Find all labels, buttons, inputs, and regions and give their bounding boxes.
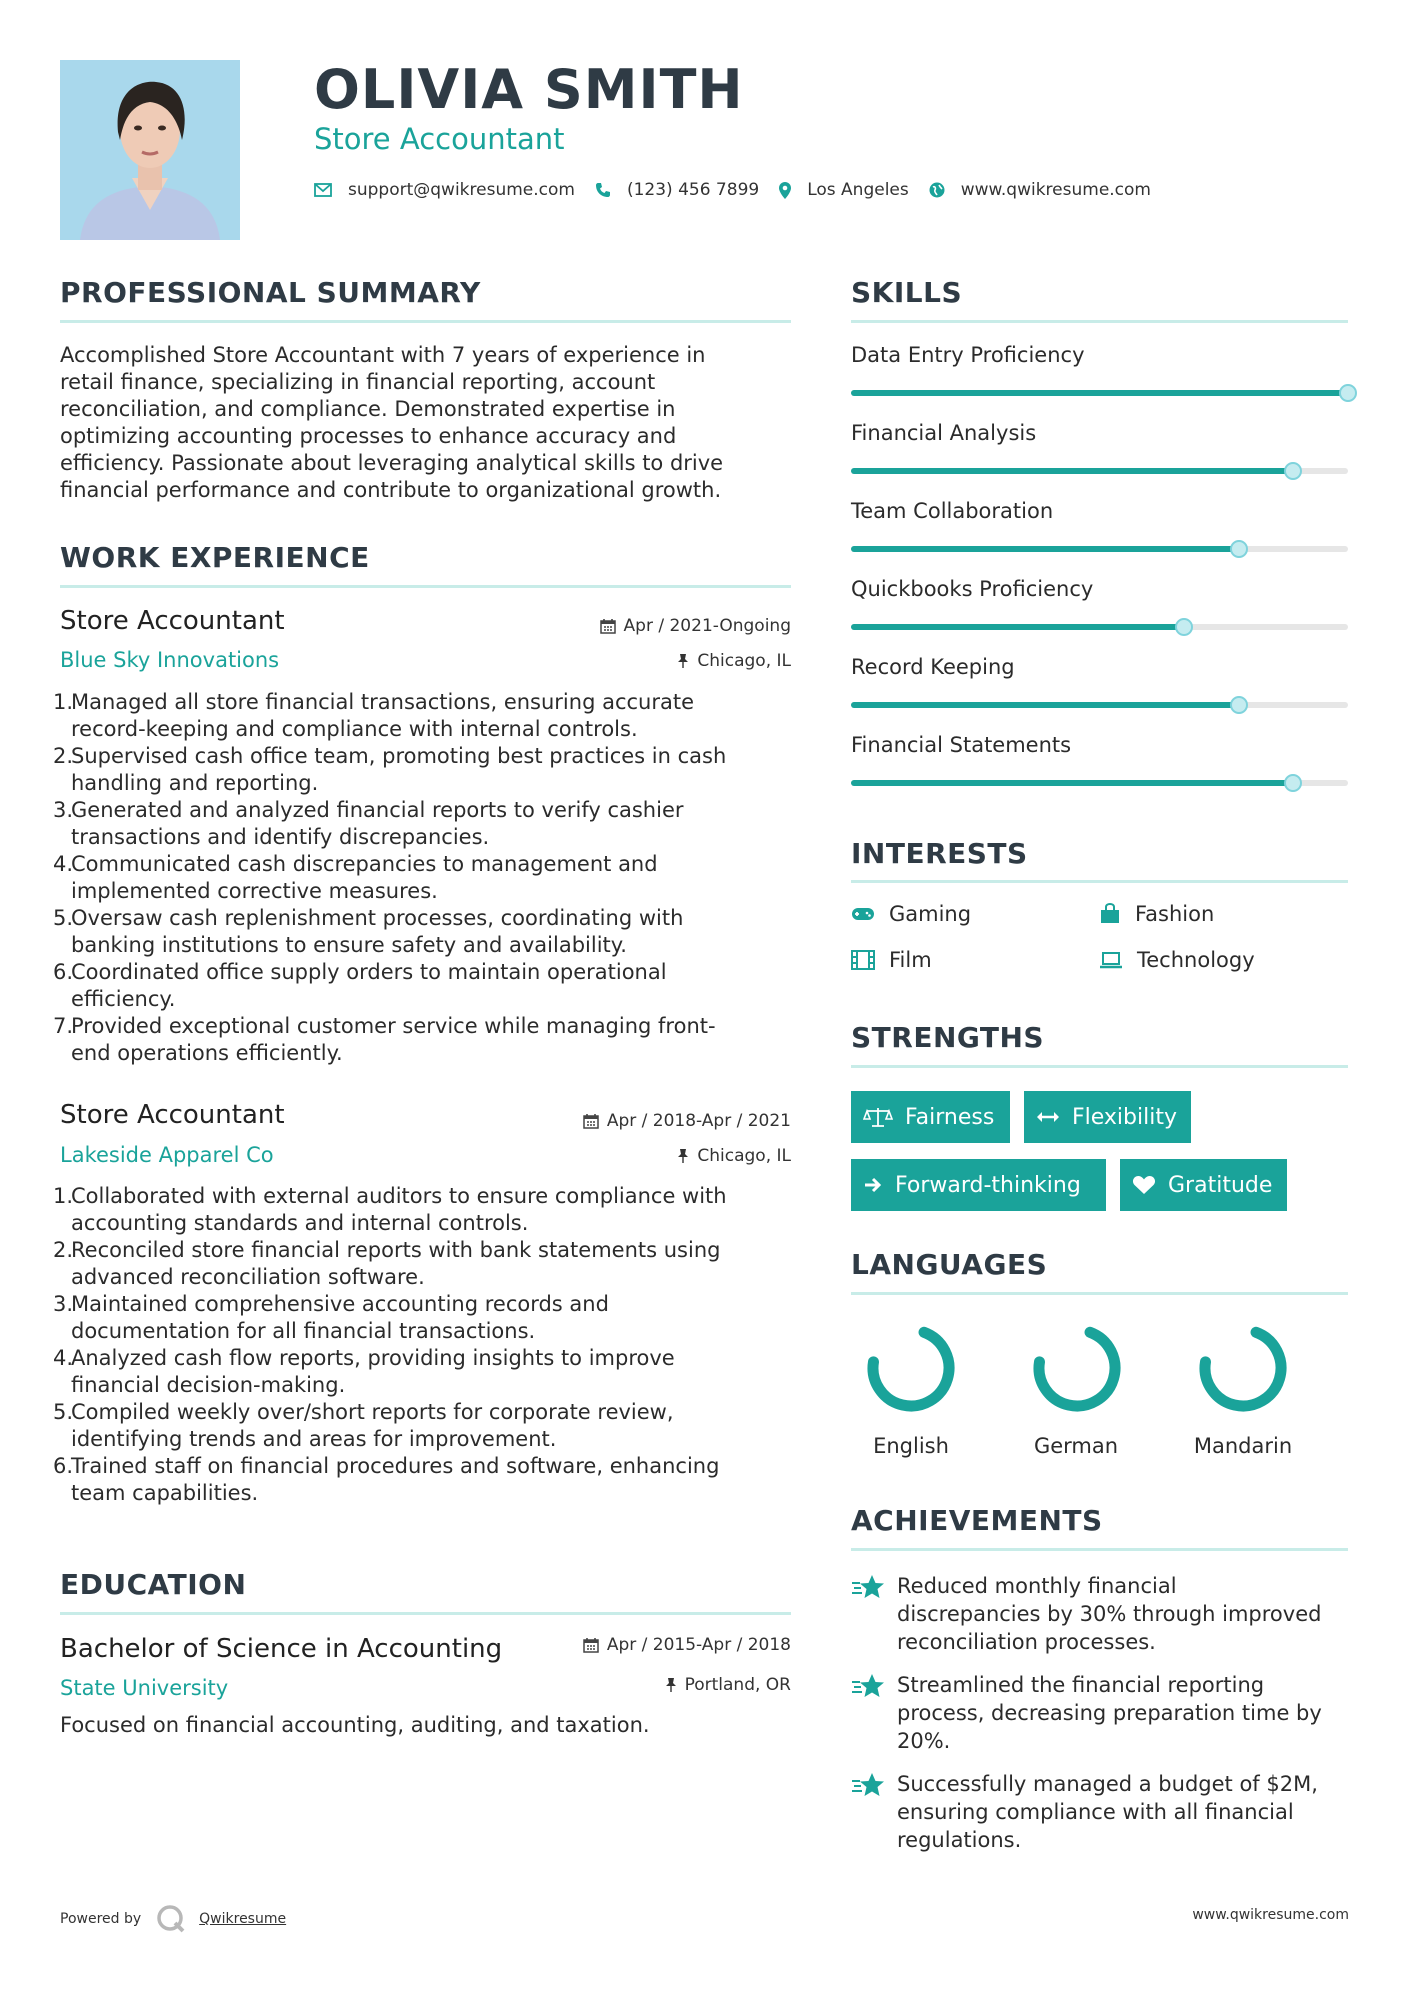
skill-bar bbox=[851, 702, 1348, 708]
bullet-number: 7. bbox=[53, 1014, 74, 1038]
contact-email-text: support@qwikresume.com bbox=[348, 180, 575, 200]
school-name: State University bbox=[60, 1676, 229, 1700]
contact-email[interactable] bbox=[314, 180, 575, 200]
job-location bbox=[677, 651, 791, 671]
calendar-icon bbox=[600, 618, 616, 634]
skill-bar-fill bbox=[851, 390, 1348, 396]
achievement-line: Reduced monthly financial bbox=[897, 1574, 1177, 1598]
bullet-number: 5. bbox=[53, 906, 74, 930]
bullet-line: efficiency. bbox=[71, 987, 176, 1011]
skill-bar bbox=[851, 546, 1348, 552]
language-gauge bbox=[1188, 1318, 1298, 1418]
bullet-line: transactions and identify discrepancies. bbox=[71, 825, 490, 849]
star-icon bbox=[851, 1772, 885, 1798]
skill-bar-knob bbox=[1339, 384, 1357, 402]
arrows-horizontal-icon bbox=[1036, 1110, 1060, 1124]
achievements-rule bbox=[851, 1548, 1348, 1551]
achievement-line: regulations. bbox=[897, 1828, 1022, 1852]
phone-icon bbox=[595, 182, 611, 198]
skills-rule bbox=[851, 320, 1348, 323]
education-dates-text: Apr / 2015-Apr / 2018 bbox=[606, 1635, 791, 1655]
job-dates bbox=[583, 1111, 791, 1131]
list-item bbox=[53, 1237, 803, 1291]
strength-tag bbox=[1120, 1159, 1287, 1211]
bullet-line: identifying trends and areas for improvement. bbox=[71, 1427, 557, 1451]
education-location-text: Portland, OR bbox=[684, 1675, 791, 1695]
bullet-line: Managed all store financial transactions, ensuring accurate bbox=[71, 690, 695, 714]
skill-bar-fill bbox=[851, 468, 1293, 474]
achievement-item bbox=[851, 1671, 1351, 1755]
globe-icon bbox=[929, 182, 945, 198]
envelope-icon bbox=[314, 183, 332, 197]
skill-bar-fill bbox=[851, 624, 1184, 630]
skill-bar bbox=[851, 468, 1348, 474]
language-gauge bbox=[856, 1318, 966, 1418]
skill-label: Financial Analysis bbox=[851, 421, 1037, 445]
strength-tag bbox=[851, 1159, 1106, 1211]
interests-heading: INTERESTS bbox=[851, 837, 1028, 870]
language-label: English bbox=[873, 1434, 949, 1458]
list-item bbox=[53, 797, 803, 851]
skill-bar-knob bbox=[1284, 774, 1302, 792]
languages-heading: LANGUAGES bbox=[851, 1248, 1048, 1281]
summary-line: reconciliation, and compliance. Demonstrated expertise in bbox=[60, 397, 676, 421]
summary-line: financial performance and contribute to organizational growth. bbox=[60, 478, 722, 502]
skill-bar-knob bbox=[1230, 540, 1248, 558]
strength-label: Forward-thinking bbox=[895, 1172, 1081, 1198]
contact-location-text: Los Angeles bbox=[807, 180, 909, 200]
bullet-line: record-keeping and compliance with internal controls. bbox=[71, 717, 638, 741]
education-location bbox=[665, 1675, 791, 1695]
interest-item bbox=[851, 902, 971, 926]
bullet-number: 2. bbox=[53, 1238, 74, 1262]
arrow-right-icon bbox=[863, 1176, 883, 1194]
bullet-line: Compiled weekly over/short reports for corporate review, bbox=[71, 1400, 674, 1424]
contact-website[interactable] bbox=[929, 180, 1151, 200]
language-gauge bbox=[1022, 1318, 1132, 1418]
job-title: Store Accountant bbox=[60, 606, 285, 636]
bullet-line: handling and reporting. bbox=[71, 771, 319, 795]
bullet-line: Maintained comprehensive accounting records and bbox=[71, 1292, 609, 1316]
list-item bbox=[53, 743, 803, 797]
skill-bar bbox=[851, 780, 1348, 786]
skill-bar-knob bbox=[1230, 696, 1248, 714]
language-label: Mandarin bbox=[1193, 1434, 1293, 1458]
star-icon bbox=[851, 1673, 885, 1699]
languages-rule bbox=[851, 1292, 1348, 1295]
contact-phone-text: (123) 456 7899 bbox=[626, 180, 760, 200]
language-label: German bbox=[1033, 1434, 1119, 1458]
list-item bbox=[53, 1399, 803, 1453]
map-marker-icon bbox=[779, 182, 791, 199]
summary-line: efficiency. Passionate about leveraging analytical skills to drive bbox=[60, 451, 724, 475]
bullet-number: 5. bbox=[53, 1400, 74, 1424]
skill-bar-fill bbox=[851, 702, 1239, 708]
education-heading: EDUCATION bbox=[60, 1568, 247, 1601]
list-item bbox=[53, 1291, 803, 1345]
summary-heading: PROFESSIONAL SUMMARY bbox=[60, 276, 481, 309]
skill-label: Team Collaboration bbox=[851, 499, 1054, 523]
skill-bar-fill bbox=[851, 546, 1239, 552]
achievement-line: 20%. bbox=[897, 1729, 951, 1753]
list-item bbox=[53, 689, 803, 743]
summary-text bbox=[60, 342, 800, 504]
contact-location bbox=[779, 180, 909, 200]
contact-bar bbox=[314, 180, 1171, 200]
job-dates bbox=[600, 616, 791, 636]
interest-label: Film bbox=[889, 948, 932, 972]
interest-item bbox=[1099, 902, 1214, 926]
star-icon bbox=[851, 1574, 885, 1600]
footer-website-link[interactable]: www.qwikresume.com bbox=[1192, 1907, 1349, 1923]
interest-item bbox=[851, 948, 932, 972]
calendar-icon bbox=[583, 1637, 599, 1653]
education-rule bbox=[60, 1612, 791, 1615]
bullet-number: 4. bbox=[53, 852, 74, 876]
pin-icon bbox=[677, 1148, 689, 1164]
bullet-line: Analyzed cash flow reports, providing insights to improve bbox=[71, 1346, 675, 1370]
skill-bar bbox=[851, 390, 1348, 396]
candidate-name: OLIVIA SMITH bbox=[314, 58, 744, 121]
list-item bbox=[53, 1345, 803, 1399]
bullet-line: Coordinated office supply orders to maintain operational bbox=[71, 960, 667, 984]
bullet-line: Supervised cash office team, promoting best practices in cash bbox=[71, 744, 727, 768]
bullet-line: documentation for all financial transactions. bbox=[71, 1319, 536, 1343]
bullet-line: team capabilities. bbox=[71, 1481, 259, 1505]
skill-bar-knob bbox=[1175, 618, 1193, 636]
skill-label: Quickbooks Proficiency bbox=[851, 577, 1094, 601]
profile-photo bbox=[60, 60, 240, 240]
job-company: Lakeside Apparel Co bbox=[60, 1143, 274, 1167]
job-company: Blue Sky Innovations bbox=[60, 648, 280, 672]
strength-tag bbox=[1024, 1091, 1191, 1143]
calendar-icon bbox=[583, 1113, 599, 1129]
bullet-line: Collaborated with external auditors to ensure compliance with bbox=[71, 1184, 727, 1208]
bullet-line: Reconciled store financial reports with bank statements using bbox=[71, 1238, 721, 1262]
achievement-line: reconciliation processes. bbox=[897, 1630, 1156, 1654]
job-bullets bbox=[53, 689, 803, 1067]
bullet-number: 1. bbox=[53, 1184, 74, 1208]
summary-line: Accomplished Store Accountant with 7 years of experience in bbox=[60, 343, 706, 367]
skill-bar-knob bbox=[1284, 462, 1302, 480]
film-icon bbox=[851, 950, 875, 970]
bullet-number: 3. bbox=[53, 1292, 74, 1316]
bullet-number: 3. bbox=[53, 798, 74, 822]
contact-website-text: www.qwikresume.com bbox=[960, 180, 1151, 200]
bullet-number: 6. bbox=[53, 960, 74, 984]
summary-rule bbox=[60, 320, 791, 323]
bullet-line: implemented corrective measures. bbox=[71, 879, 438, 903]
bullet-number: 4. bbox=[53, 1346, 74, 1370]
interest-label: Fashion bbox=[1135, 902, 1215, 926]
powered-by-text: Powered by bbox=[60, 1911, 142, 1927]
skill-bar-fill bbox=[851, 780, 1293, 786]
experience-rule bbox=[60, 585, 791, 588]
bullet-number: 6. bbox=[53, 1454, 74, 1478]
shopping-bag-icon bbox=[1099, 903, 1121, 925]
job-location bbox=[677, 1146, 791, 1166]
achievement-item bbox=[851, 1572, 1351, 1656]
contact-phone[interactable] bbox=[595, 180, 759, 200]
balance-scale-icon bbox=[863, 1106, 893, 1128]
bullet-line: Provided exceptional customer service while managing front- bbox=[71, 1014, 716, 1038]
footer-powered-by bbox=[60, 1903, 286, 1935]
strengths-heading: STRENGTHS bbox=[851, 1021, 1045, 1054]
job-dates-text: Apr / 2021-Ongoing bbox=[623, 616, 791, 636]
language-gauge-arc bbox=[1039, 1332, 1115, 1406]
interest-item bbox=[1099, 948, 1255, 972]
achievement-item bbox=[851, 1770, 1351, 1854]
heart-icon bbox=[1132, 1175, 1156, 1195]
interests-rule bbox=[851, 880, 1348, 883]
bullet-line: banking institutions to ensure safety and availability. bbox=[71, 933, 627, 957]
strength-label: Flexibility bbox=[1072, 1104, 1177, 1130]
job-location-text: Chicago, IL bbox=[697, 1146, 791, 1166]
achievement-line: process, decreasing preparation time by bbox=[897, 1701, 1322, 1725]
job-location-text: Chicago, IL bbox=[697, 651, 791, 671]
job-dates-text: Apr / 2018-Apr / 2021 bbox=[606, 1111, 791, 1131]
achievement-line: ensuring compliance with all financial bbox=[897, 1800, 1294, 1824]
qwikresume-logo-icon bbox=[155, 1903, 187, 1935]
bullet-line: Generated and analyzed financial reports to verify cashier bbox=[71, 798, 684, 822]
pin-icon bbox=[677, 653, 689, 669]
bullet-line: accounting standards and internal controls. bbox=[71, 1211, 529, 1235]
language-gauge-arc bbox=[1205, 1332, 1281, 1406]
bullet-line: end operations efficiently. bbox=[71, 1041, 343, 1065]
list-item bbox=[53, 851, 803, 905]
bullet-line: financial decision-making. bbox=[71, 1373, 346, 1397]
language-gauge-arc bbox=[873, 1332, 949, 1406]
summary-line: optimizing accounting processes to enhance accuracy and bbox=[60, 424, 677, 448]
candidate-role: Store Accountant bbox=[314, 122, 565, 156]
degree-title: Bachelor of Science in Accounting bbox=[60, 1634, 503, 1664]
achievements-heading: ACHIEVEMENTS bbox=[851, 1504, 1103, 1537]
interest-label: Gaming bbox=[889, 902, 972, 926]
bullet-line: Trained staff on financial procedures and software, enhancing bbox=[71, 1454, 720, 1478]
bullet-number: 1. bbox=[53, 690, 74, 714]
interest-label: Technology bbox=[1137, 948, 1255, 972]
skill-label: Record Keeping bbox=[851, 655, 1015, 679]
achievement-line: Successfully managed a budget of $2M, bbox=[897, 1772, 1318, 1796]
education-description: Focused on financial accounting, auditing, and taxation. bbox=[60, 1713, 650, 1737]
bullet-number: 2. bbox=[53, 744, 74, 768]
strength-tag bbox=[851, 1091, 1010, 1143]
list-item bbox=[53, 1183, 803, 1237]
list-item bbox=[53, 1013, 803, 1067]
gamepad-icon bbox=[851, 906, 875, 922]
pin-icon bbox=[665, 1677, 677, 1693]
skill-bar bbox=[851, 624, 1348, 630]
strength-label: Gratitude bbox=[1168, 1172, 1273, 1198]
achievement-line: discrepancies by 30% through improved bbox=[897, 1602, 1322, 1626]
skills-heading: SKILLS bbox=[851, 276, 963, 309]
summary-line: retail finance, specializing in financial reporting, account bbox=[60, 370, 656, 394]
skill-label: Financial Statements bbox=[851, 733, 1072, 757]
skill-label: Data Entry Proficiency bbox=[851, 343, 1085, 367]
list-item bbox=[53, 905, 803, 959]
laptop-icon bbox=[1099, 951, 1123, 969]
bullet-line: advanced reconciliation software. bbox=[71, 1265, 425, 1289]
job-bullets bbox=[53, 1183, 803, 1507]
strength-label: Fairness bbox=[905, 1104, 995, 1130]
job-title: Store Accountant bbox=[60, 1100, 285, 1130]
education-dates bbox=[583, 1635, 791, 1655]
list-item bbox=[53, 959, 803, 1013]
experience-heading: WORK EXPERIENCE bbox=[60, 541, 370, 574]
list-item bbox=[53, 1453, 803, 1507]
bullet-line: Communicated cash discrepancies to management and bbox=[71, 852, 658, 876]
footer-brand-link[interactable]: Qwikresume bbox=[199, 1911, 287, 1927]
bullet-line: Oversaw cash replenishment processes, coordinating with bbox=[71, 906, 684, 930]
achievement-line: Streamlined the financial reporting bbox=[897, 1673, 1265, 1697]
strengths-rule bbox=[851, 1065, 1348, 1068]
